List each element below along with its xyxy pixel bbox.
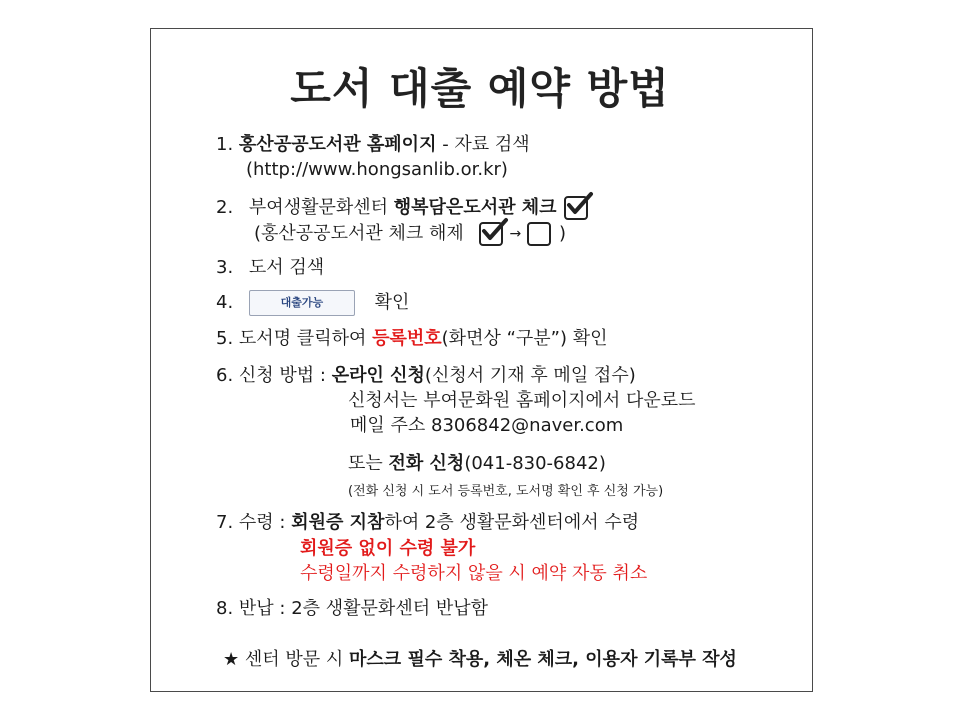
step-4	[216, 290, 409, 316]
step-5	[216, 327, 608, 351]
step-6-phone	[348, 452, 606, 476]
step-8-text: 반납 : 2층 생활문화센터 반납함	[238, 598, 488, 619]
step-8	[216, 597, 488, 621]
step-4-num: 4.	[216, 292, 234, 313]
step-3-text: 도서 검색	[248, 257, 325, 278]
step-6-note: (전화 신청 시 도서 등록번호, 도서명 확인 후 신청 가능)	[348, 484, 664, 499]
step-5-post: (화면상 “구분”) 확인	[441, 328, 608, 349]
step-5-num: 5.	[216, 328, 234, 349]
step-7-warning: 회원증 없이 수령 불가	[300, 538, 476, 559]
step-7-bold: 회원증 지참	[291, 512, 385, 533]
step-1-rest: - 자료 검색	[436, 134, 530, 155]
step-6-email: 메일 주소 8306842@naver.com	[350, 415, 624, 436]
step-6	[216, 364, 636, 388]
checked-box-icon	[479, 222, 503, 246]
star-icon: ★	[223, 649, 240, 670]
checked-box-icon	[564, 196, 588, 220]
step-6-download: 신청서는 부여문화원 홈페이지에서 다운로드	[348, 390, 696, 411]
step-7-post: 하여 2층 생활문화센터에서 수령	[384, 512, 640, 533]
instruction-panel	[150, 28, 813, 692]
step-6-phone-bold: 전화 신청	[388, 453, 465, 474]
step-5-pre: 도서명 클릭하여	[238, 328, 373, 349]
footer-notice	[0, 645, 960, 671]
step-2-sub	[254, 222, 566, 246]
step-3	[216, 256, 324, 280]
step-7-pre: 수령 :	[238, 512, 292, 533]
step-3-num: 3.	[216, 257, 234, 278]
step-1-site: 홍산공공도서관 홈페이지	[238, 134, 437, 155]
footer-pre: 센터 방문 시	[239, 649, 350, 670]
step-2-text: 부여생활문화센터	[248, 197, 389, 218]
step-2	[216, 196, 590, 220]
step-7-cancel-note: 수령일까지 수령하지 않을 시 예약 자동 취소	[300, 563, 648, 584]
step-2-sub-open: (홍산공공도서관 체크 해제	[254, 223, 464, 244]
step-6-phone-pre: 또는	[348, 453, 389, 474]
step-7	[216, 511, 639, 535]
step-6-phone-number: (041-830-6842)	[464, 453, 606, 474]
empty-box-icon	[527, 222, 551, 246]
step-1-url: (http://www.hongsanlib.or.kr)	[246, 159, 508, 180]
arrow-right-icon: →	[509, 226, 522, 242]
step-2-sub-close: )	[558, 223, 566, 244]
step-4-text: 확인	[374, 292, 410, 313]
step-1	[216, 133, 530, 157]
step-6-online: 온라인 신청	[331, 365, 425, 386]
step-6-post: (신청서 기재 후 메일 접수)	[424, 365, 636, 386]
step-2-num: 2.	[216, 197, 234, 218]
footer-bold: 마스크 필수 착용, 체온 체크, 이용자 기록부 작성	[349, 649, 737, 670]
step-2-bold: 행복담은도서관 체크	[393, 197, 557, 218]
step-5-registration-number: 등록번호	[372, 328, 442, 349]
step-8-num: 8.	[216, 598, 234, 619]
page-title: 도서 대출 예약 방법	[290, 64, 670, 113]
step-1-num: 1.	[216, 134, 234, 155]
loan-available-button: 대출가능	[249, 290, 355, 316]
step-7-num: 7.	[216, 512, 234, 533]
step-6-pre: 신청 방법 :	[238, 365, 332, 386]
step-6-num: 6.	[216, 365, 234, 386]
